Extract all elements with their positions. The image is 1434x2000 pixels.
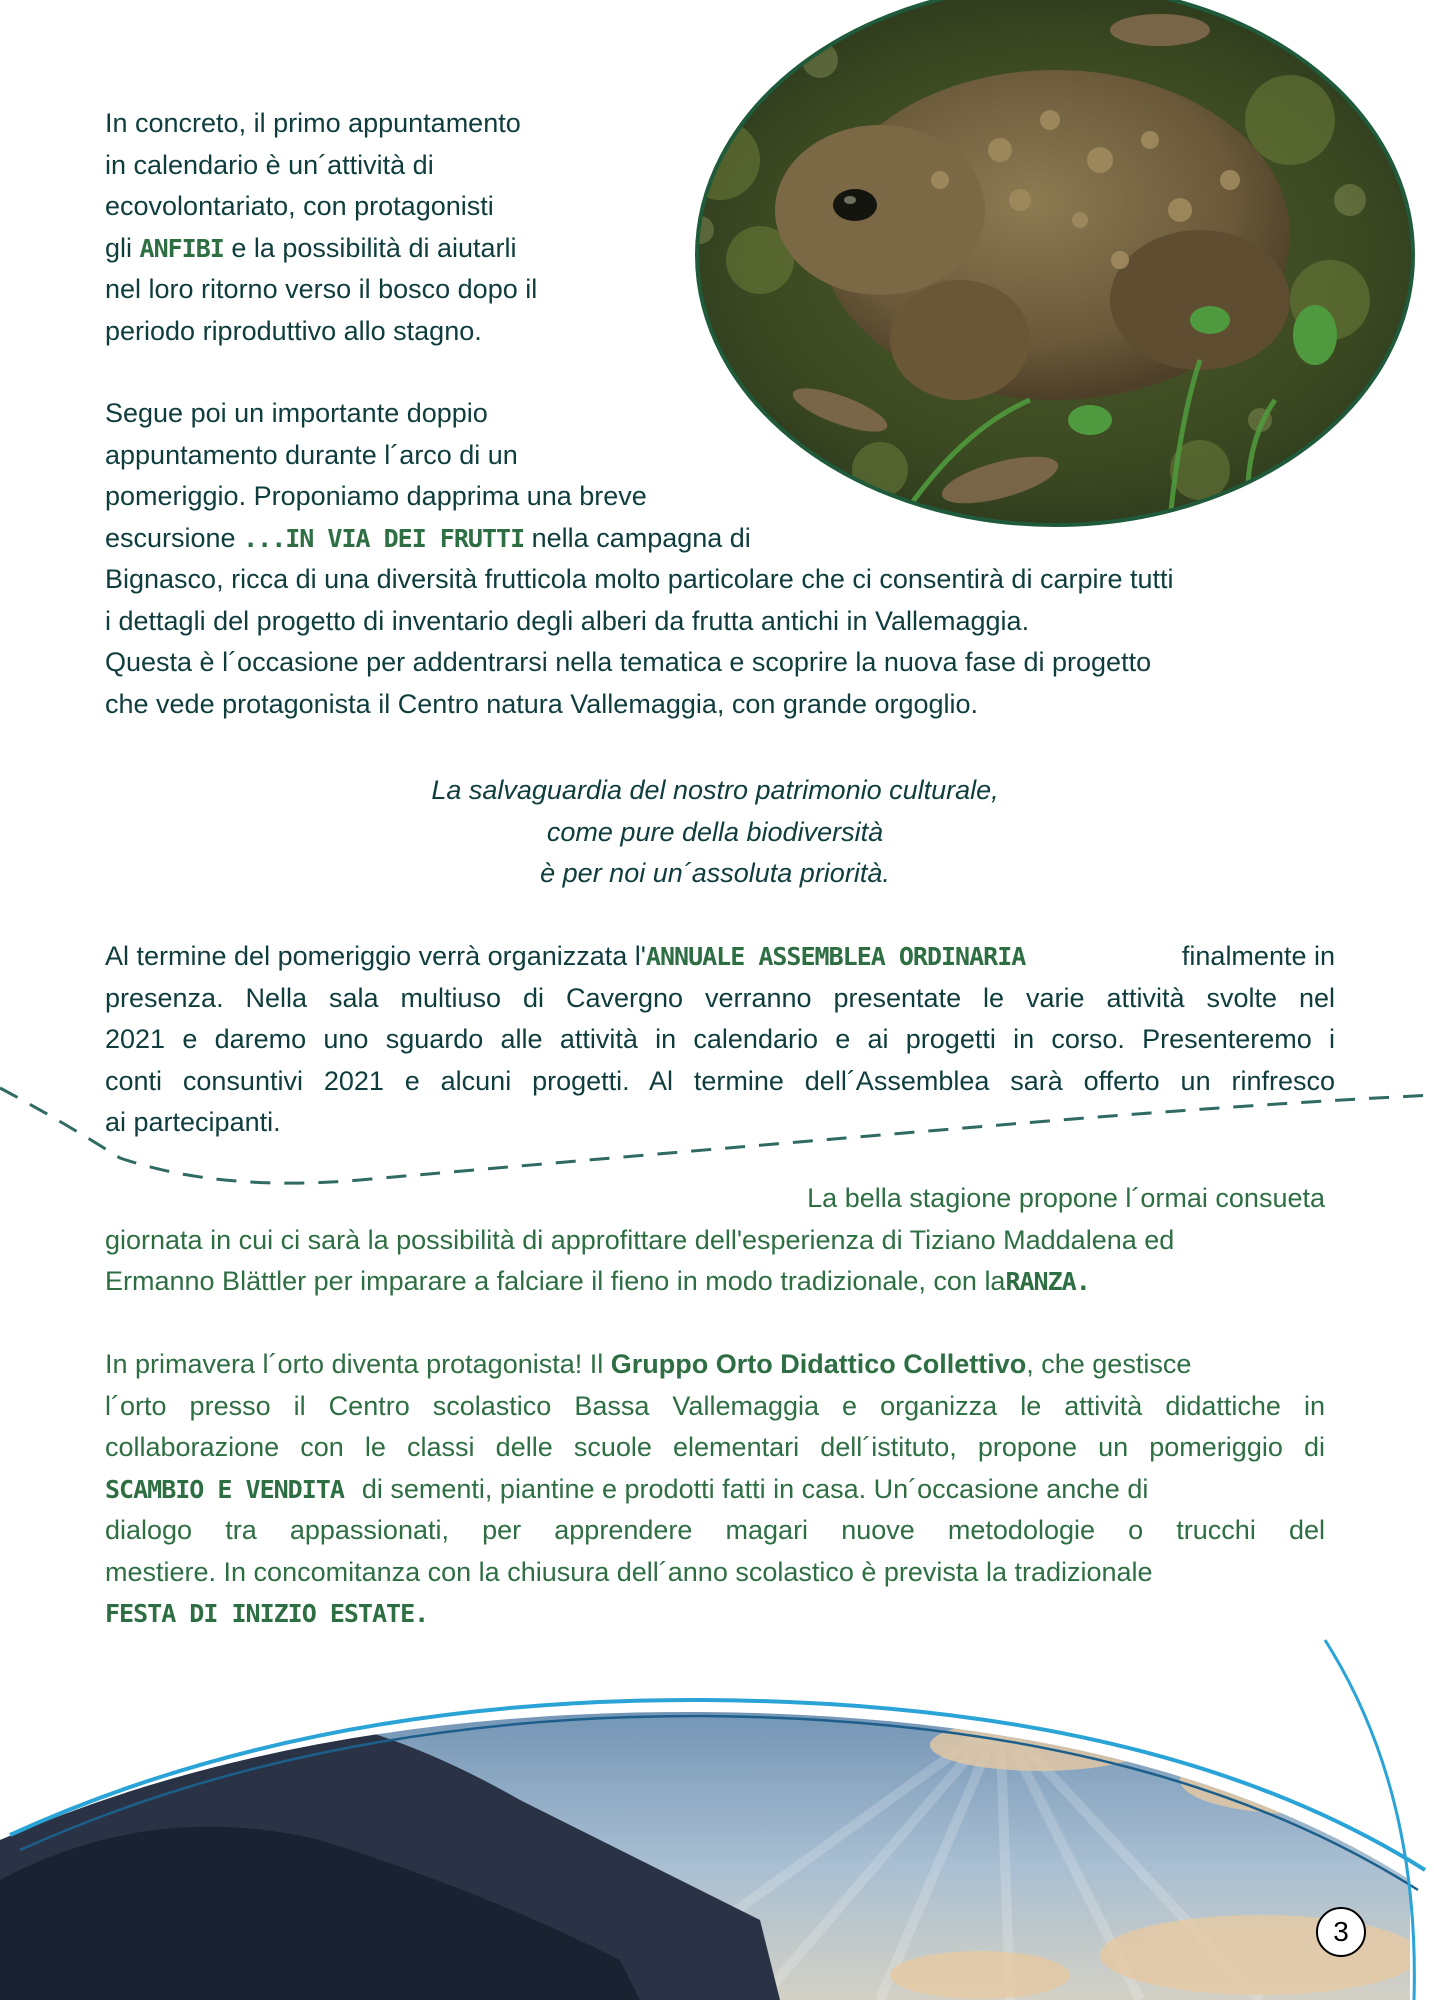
quote-line: La salvaguardia del nostro patrimonio culturale, — [431, 775, 999, 805]
text-span: e la possibilità di aiutarli — [231, 232, 517, 263]
text-line: Bignasco, ricca di una diversità frutticola molto particolare che ci consentirà di carpire tutti — [105, 564, 1174, 594]
text-span: Al termine del pomeriggio verrà organizzata l'ANNUALE ASSEMBLEA ORDINARIA — [105, 941, 1026, 971]
text-span: di sementi, piantine e prodotti fatti in casa. Un´occasione anche di — [361, 1473, 1149, 1504]
text-line: l´orto presso il Centro scolastico Bassa Vallemaggia e organizza le attività didattiche in — [105, 1390, 1325, 1421]
text-line: 2021 e daremo uno sguardo alle attività in calendario e ai progetti in corso. Presenteremo i — [105, 1024, 1335, 1054]
text-line: dialogo tra appassionati, per apprendere magari nuove metodologie o trucchi del — [105, 1515, 1325, 1545]
text-line: giornata in cui ci sarà la possibilità di approfittare dell'esperienza di Tiziano Maddalena ed — [105, 1224, 1175, 1255]
text-line: conti consuntivi 2021 e alcuni progetti. Al termine dell´Assemblea sarà offerto un rinfresco — [105, 1065, 1335, 1096]
text-line: In concreto, il primo appuntamento — [105, 108, 521, 138]
page-number: 3 — [1333, 1916, 1349, 1947]
quote-line: come pure della biodiversità — [546, 816, 884, 847]
highlight-festa-inizio-estate: FESTA DI INIZIO ESTATE. — [105, 1599, 429, 1628]
text-line — [105, 518, 1335, 560]
paragraph-garden — [105, 1344, 1325, 1635]
paragraph-assembly — [105, 936, 1335, 1144]
paragraph-mowing — [105, 1178, 1325, 1303]
text-line: La bella stagione propone l´ormai consueta — [807, 1183, 1325, 1213]
text-line — [105, 1469, 1325, 1511]
text-line: collaborazione con le classi delle scuole elementari dell´istituto, propone un pomeriggio di — [105, 1432, 1325, 1462]
text-span: In primavera l´orto diventa protagonista! Il — [105, 1349, 604, 1379]
quote — [105, 770, 1325, 895]
highlight-in-via-dei-frutti: ...IN VIA DEI FRUTTI — [243, 523, 525, 553]
text-line: in calendario è un´attività di — [105, 149, 434, 180]
text-line — [105, 1344, 1325, 1386]
text-line: nel loro ritorno verso il bosco dopo il — [105, 274, 538, 304]
text-line — [105, 1261, 1325, 1303]
paragraph-excursion — [105, 393, 1335, 725]
text-span: Ermanno Blättler per imparare a falciare il fieno in modo tradizionale, con la — [105, 1266, 1006, 1296]
quote-line: è per noi un´assoluta priorità. — [540, 858, 890, 888]
text-line: Questa è l´occasione per addentrarsi nella tematica e scoprire la nuova fase di progetto — [105, 647, 1152, 677]
highlight-annual-assembly: ANNUALE ASSEMBLEA ORDINARIA — [645, 942, 1026, 971]
text-span: finalmente in — [1181, 941, 1335, 971]
garden-group-name: Gruppo Orto Didattico Collettivo — [610, 1349, 1027, 1379]
text-line: Segue poi un importante doppio — [105, 398, 488, 428]
text-span: gli — [105, 232, 133, 263]
text-span: escursione — [105, 522, 236, 553]
highlight-ranza: RANZA. — [1005, 1267, 1090, 1296]
text-line: che vede protagonista il Centro natura Vallemaggia, con grande orgoglio. — [105, 688, 979, 719]
text-line: appuntamento durante l´arco di un — [105, 439, 518, 470]
text-span: nella campagna di — [531, 522, 751, 553]
highlight-anfibi: ANFIBI — [139, 233, 224, 263]
text-line — [105, 228, 625, 270]
text-line: ecovolontariato, con protagonisti — [105, 191, 494, 221]
text-line — [105, 936, 1335, 978]
text-line: periodo riproduttivo allo stagno. — [105, 315, 482, 346]
text-line: ai partecipanti. — [105, 1107, 281, 1137]
text-line: pomeriggio. Proponiamo dapprima una breve — [105, 481, 647, 511]
text-line — [105, 1593, 1325, 1635]
paragraph-amphibians — [105, 103, 625, 352]
text-line: presenza. Nella sala multiuso di Cavergno verranno presentate le varie attività svolte nel — [105, 982, 1335, 1013]
text-line: mestiere. In concomitanza con la chiusura dell´anno scolastico è prevista la tradizionale — [105, 1556, 1153, 1587]
text-span: , che gestisce — [1026, 1349, 1192, 1379]
highlight-scambio-vendita: SCAMBIO E VENDITA — [105, 1474, 344, 1504]
text-line: i dettagli del progetto di inventario degli alberi da frutta antichi in Vallemaggia. — [105, 605, 1030, 636]
